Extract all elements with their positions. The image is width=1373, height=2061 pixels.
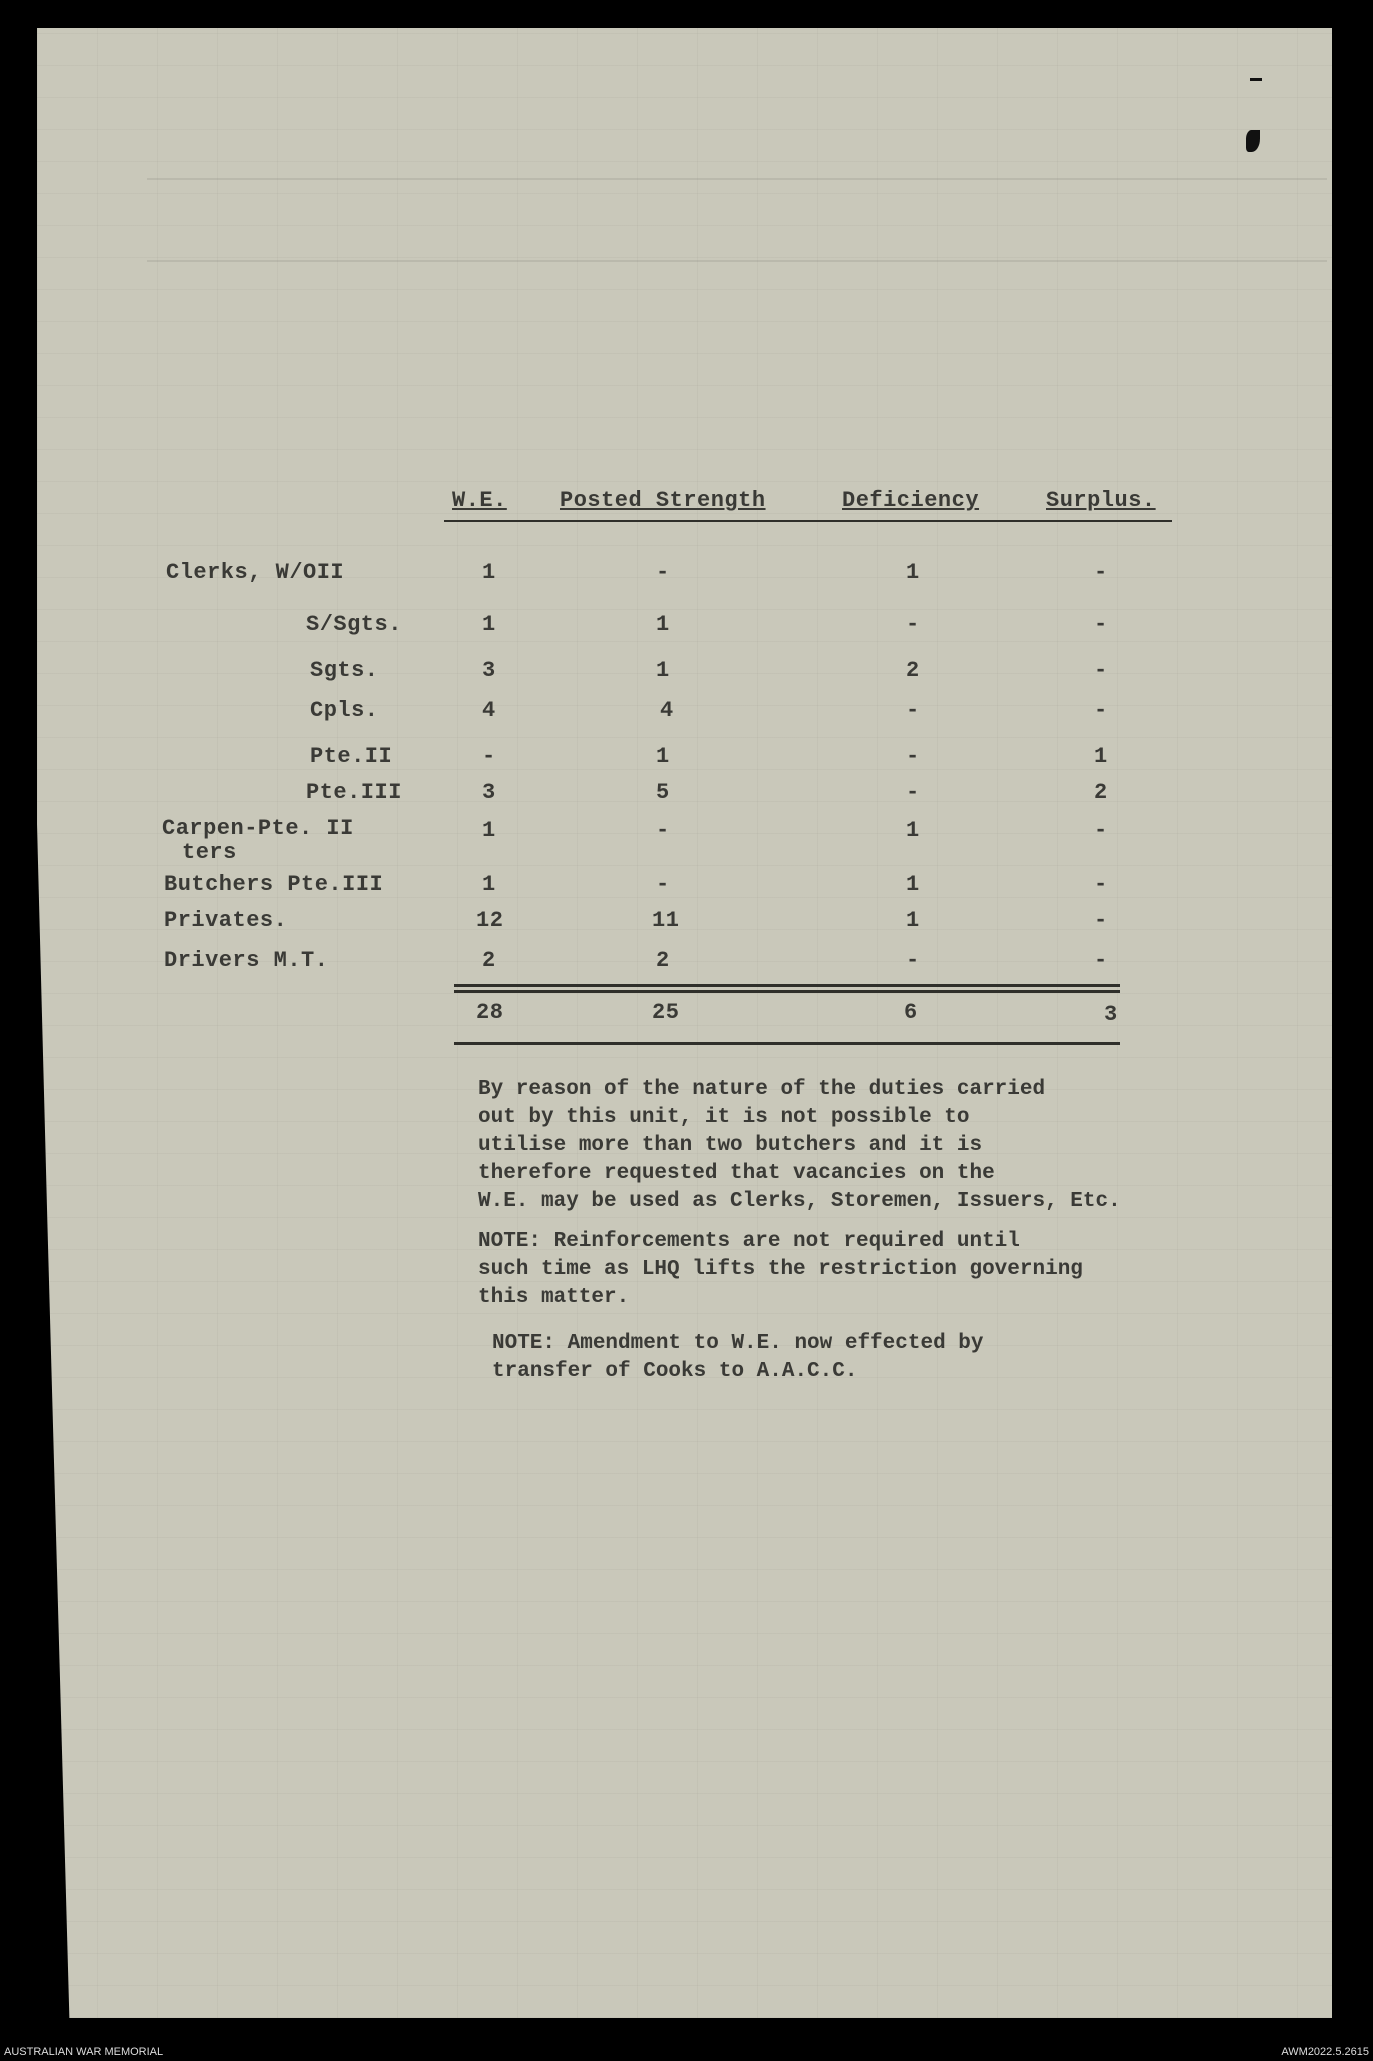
total-deficiency: 6 — [904, 1000, 918, 1025]
cell-posted: 1 — [656, 744, 670, 769]
row-label: Pte.II — [310, 744, 393, 769]
header-surplus: Surplus. — [1046, 488, 1156, 513]
cell-deficiency: - — [906, 744, 920, 769]
totals-rule-top-double — [454, 990, 1120, 993]
row-label: S/Sgts. — [306, 612, 402, 637]
note-reinforcements: NOTE: Reinforcements are not required until such time as LHQ lifts the restriction governing this matter. — [478, 1230, 1083, 1309]
cell-deficiency: 1 — [906, 872, 920, 897]
cell-posted: 4 — [660, 698, 674, 723]
cell-deficiency: - — [906, 948, 920, 973]
cell-deficiency: - — [906, 698, 920, 723]
cell-deficiency: 1 — [906, 818, 920, 843]
row-label-continued: ters — [182, 840, 237, 865]
cell-surplus: - — [1094, 658, 1108, 683]
footer-reference-number: AWM2022.5.2615 — [1281, 2046, 1369, 2058]
cell-we: 3 — [482, 780, 496, 805]
cell-surplus: 2 — [1094, 780, 1108, 805]
cell-surplus: - — [1094, 698, 1108, 723]
cell-deficiency: - — [906, 612, 920, 637]
cell-we: 1 — [482, 612, 496, 637]
header-underline — [444, 520, 1172, 522]
cell-surplus: - — [1094, 948, 1108, 973]
total-we: 28 — [476, 1000, 504, 1025]
total-posted: 25 — [652, 1000, 680, 1025]
cell-we: - — [482, 744, 496, 769]
cell-posted: 1 — [656, 612, 670, 637]
cell-we: 1 — [482, 872, 496, 897]
cell-posted: 1 — [656, 658, 670, 683]
cell-deficiency: - — [906, 780, 920, 805]
cell-surplus: - — [1094, 560, 1108, 585]
footer-archive-name: AUSTRALIAN WAR MEMORIAL — [4, 2046, 164, 2058]
cell-we: 1 — [482, 560, 496, 585]
cell-deficiency: 1 — [906, 560, 920, 585]
header-we: W.E. — [452, 488, 507, 513]
totals-rule-top — [454, 984, 1120, 987]
row-label: Pte.III — [306, 780, 402, 805]
cell-posted: 5 — [656, 780, 670, 805]
row-label: Sgts. — [310, 658, 379, 683]
cell-deficiency: 1 — [906, 908, 920, 933]
cell-posted: 2 — [656, 948, 670, 973]
cell-we: 12 — [476, 908, 504, 933]
cell-we: 3 — [482, 658, 496, 683]
cell-surplus: - — [1094, 612, 1108, 637]
cell-we: 4 — [482, 698, 496, 723]
cell-surplus: 1 — [1094, 744, 1108, 769]
cell-posted: - — [656, 872, 670, 897]
row-label: Cpls. — [310, 698, 379, 723]
cell-posted: - — [656, 560, 670, 585]
header-deficiency: Deficiency — [842, 488, 980, 513]
row-label: Privates. — [164, 908, 288, 933]
cell-surplus: - — [1094, 872, 1108, 897]
bleed-through-form — [147, 178, 1327, 262]
note-amendment: NOTE: Amendment to W.E. now effected by transfer of Cooks to A.A.C.C. — [492, 1332, 984, 1383]
cell-surplus: - — [1094, 908, 1108, 933]
cell-surplus: - — [1094, 818, 1108, 843]
cell-posted: - — [656, 818, 670, 843]
total-surplus: 3 — [1104, 1002, 1118, 1027]
document-page — [37, 28, 1332, 2018]
row-label: Carpen-Pte. II — [162, 816, 354, 841]
row-label: Butchers Pte.III — [164, 872, 384, 897]
header-posted-strength: Posted Strength — [560, 488, 766, 513]
cell-deficiency: 2 — [906, 658, 920, 683]
punch-mark — [1250, 78, 1262, 81]
cell-we: 2 — [482, 948, 496, 973]
totals-rule-bottom — [454, 1042, 1120, 1045]
row-label: Clerks, W/OII — [166, 560, 345, 585]
explanatory-paragraph: By reason of the nature of the duties carried out by this unit, it is not possible to utilise more than two butchers and it is therefore requested that vacancies on the W.E. may be used as Clerks, Storemen, Issuers, Etc. — [478, 1078, 1121, 1213]
row-label: Drivers M.T. — [164, 948, 329, 973]
cell-posted: 11 — [652, 908, 680, 933]
cell-we: 1 — [482, 818, 496, 843]
